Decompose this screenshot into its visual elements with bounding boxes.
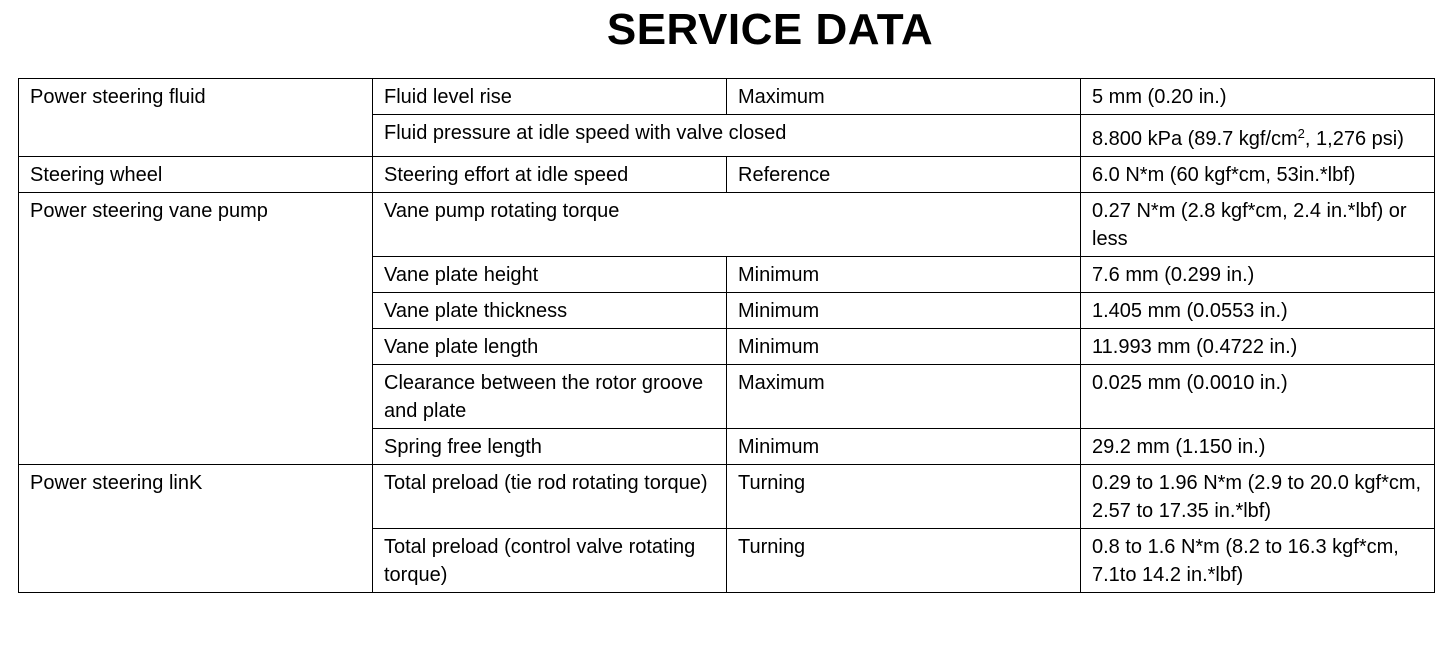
item-cell: Total preload (tie rod rotating torque) [373, 465, 727, 529]
value-cell [1081, 115, 1435, 157]
value-cell: 7.6 mm (0.299 in.) [1081, 257, 1435, 293]
value-cell: 6.0 N*m (60 kgf*cm, 53in.*lbf) [1081, 157, 1435, 193]
component-cell: Power steering fluid [19, 79, 373, 157]
value-cell: 1.405 mm (0.0553 in.) [1081, 293, 1435, 329]
item-cell: Vane plate thickness [373, 293, 727, 329]
item-cell: Vane plate height [373, 257, 727, 293]
item-cell: Vane pump rotating torque [373, 193, 1081, 257]
value-cell: 29.2 mm (1.150 in.) [1081, 429, 1435, 465]
value-cell: 5 mm (0.20 in.) [1081, 79, 1435, 115]
table-row [19, 79, 1435, 115]
value-cell: 0.025 mm (0.0010 in.) [1081, 365, 1435, 429]
superscript: 2 [1297, 126, 1305, 141]
item-cell: Clearance between the rotor groove and plate [373, 365, 727, 429]
qualifier-cell: Turning [727, 465, 1081, 529]
component-cell: Power steering vane pump [19, 193, 373, 465]
page-title: SERVICE DATA [606, 5, 934, 54]
item-cell: Vane plate length [373, 329, 727, 365]
service-data-table [18, 78, 1435, 593]
item-cell: Spring free length [373, 429, 727, 465]
component-cell: Steering wheel [19, 157, 373, 193]
table-row [19, 193, 1435, 257]
value-cell: 11.993 mm (0.4722 in.) [1081, 329, 1435, 365]
item-cell: Total preload (control valve rotating torque) [373, 529, 727, 593]
component-cell: Power steering linK [19, 465, 373, 593]
value-cell: 0.8 to 1.6 N*m (8.2 to 16.3 kgf*cm, 7.1to 14.2 in.*lbf) [1081, 529, 1435, 593]
qualifier-cell: Minimum [727, 329, 1081, 365]
qualifier-cell: Turning [727, 529, 1081, 593]
table-row [19, 465, 1435, 529]
item-cell: Fluid pressure at idle speed with valve closed [373, 115, 1081, 157]
table-row [19, 157, 1435, 193]
qualifier-cell: Maximum [727, 365, 1081, 429]
qualifier-cell: Minimum [727, 257, 1081, 293]
value-text: , 1,276 psi) [1304, 128, 1404, 150]
qualifier-cell: Maximum [727, 79, 1081, 115]
value-cell: 0.29 to 1.96 N*m (2.9 to 20.0 kgf*cm, 2.57 to 17.35 in.*lbf) [1081, 465, 1435, 529]
item-cell: Steering effort at idle speed [373, 157, 727, 193]
value-cell: 0.27 N*m (2.8 kgf*cm, 2.4 in.*lbf) or less [1081, 193, 1435, 257]
qualifier-cell: Minimum [727, 429, 1081, 465]
qualifier-cell: Minimum [727, 293, 1081, 329]
value-text: 8.800 kPa (89.7 kgf/cm [1092, 128, 1298, 150]
qualifier-cell: Reference [727, 157, 1081, 193]
item-cell: Fluid level rise [373, 79, 727, 115]
